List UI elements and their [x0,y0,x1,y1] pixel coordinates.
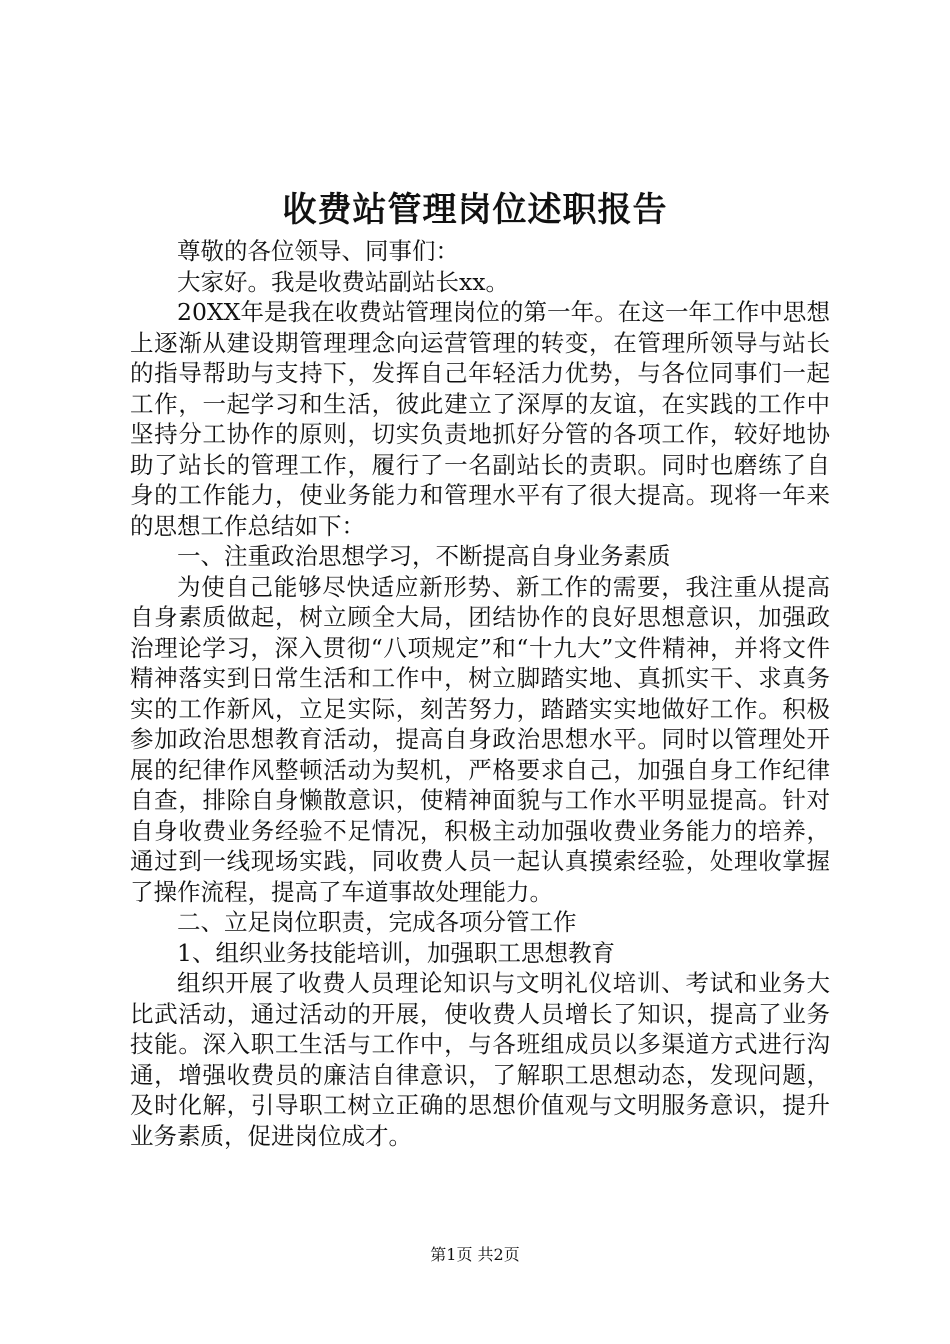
salutation-paragraph: 尊敬的各位领导、同事们： [177,237,459,265]
greeting-paragraph: 大家好。我是收费站副站长xx。 [177,267,510,296]
intro-paragraph: 20XX年是我在收费站管理岗位的第一年。在这一年工作中思想上逐渐从建设期管理理念向运营管理的转变，在管理所领导与站长的指导帮助与支持下，发挥自己年轻活力优势，与各位同事们一起工作，一起学习和生活，彼此建立了深厚的友谊，在实践的工作中坚持分工协作的原则，切实负责地抓好分管的各项工作，较好地协助了站长的管理工作，履行了一名副站长的责职。同时也磨练了自身的工作能力，使业务能力和管理水平有了很大提高。现将一年来的思想工作总结如下： [130,298,830,540]
document-body [130,236,830,1151]
subsection-heading-1: 1、组织业务技能培训，加强职工思想教育 [177,938,615,967]
subsection-1-paragraph: 组织开展了收费人员理论知识与文明礼仪培训、考试和业务大比武活动，通过活动的开展，使收费人员增长了知识，提高了业务技能。深入职工生活与工作中，与各班组成员以多渠道方式进行沟通，增强收费员的廉洁自律意识，了解职工思想动态，发现问题，及时化解，引导职工树立正确的思想价值观与文明服务意识，提升业务素质，促进岗位成才。 [130,969,830,1150]
section-1-paragraph: 为使自己能够尽快适应新形势、新工作的需要，我注重从提高自身素质做起，树立顾全大局，团结协作的良好思想意识，加强政治理论学习，深入贯彻“八项规定”和“十九大”文件精神，并将文件精神落实到日常生活和工作中，树立脚踏实地、真抓实干、求真务实的工作新风，立足实际，刻苦努力，踏踏实实地做好工作。积极参加政治思想教育活动，提高自身政治思想水平。同时以管理处开展的纪律作风整顿活动为契机，严格要求自己，加强自身工作纪律自查，排除自身懒散意识，使精神面貌与工作水平明显提高。针对自身收费业务经验不足情况，积极主动加强收费业务能力的培养，通过到一线现场实践，同收费人员一起认真摸索经验，处理收掌握了操作流程，提高了车道事故处理能力。 [130,572,830,906]
document-title: 收费站管理岗位述职报告 [282,190,668,230]
section-heading-1: 一、注重政治思想学习，不断提高自身业务素质 [177,542,671,570]
section-heading-2: 二、立足岗位职责，完成各项分管工作 [177,908,577,936]
page-footer: 第1页 共2页 [430,1245,520,1264]
